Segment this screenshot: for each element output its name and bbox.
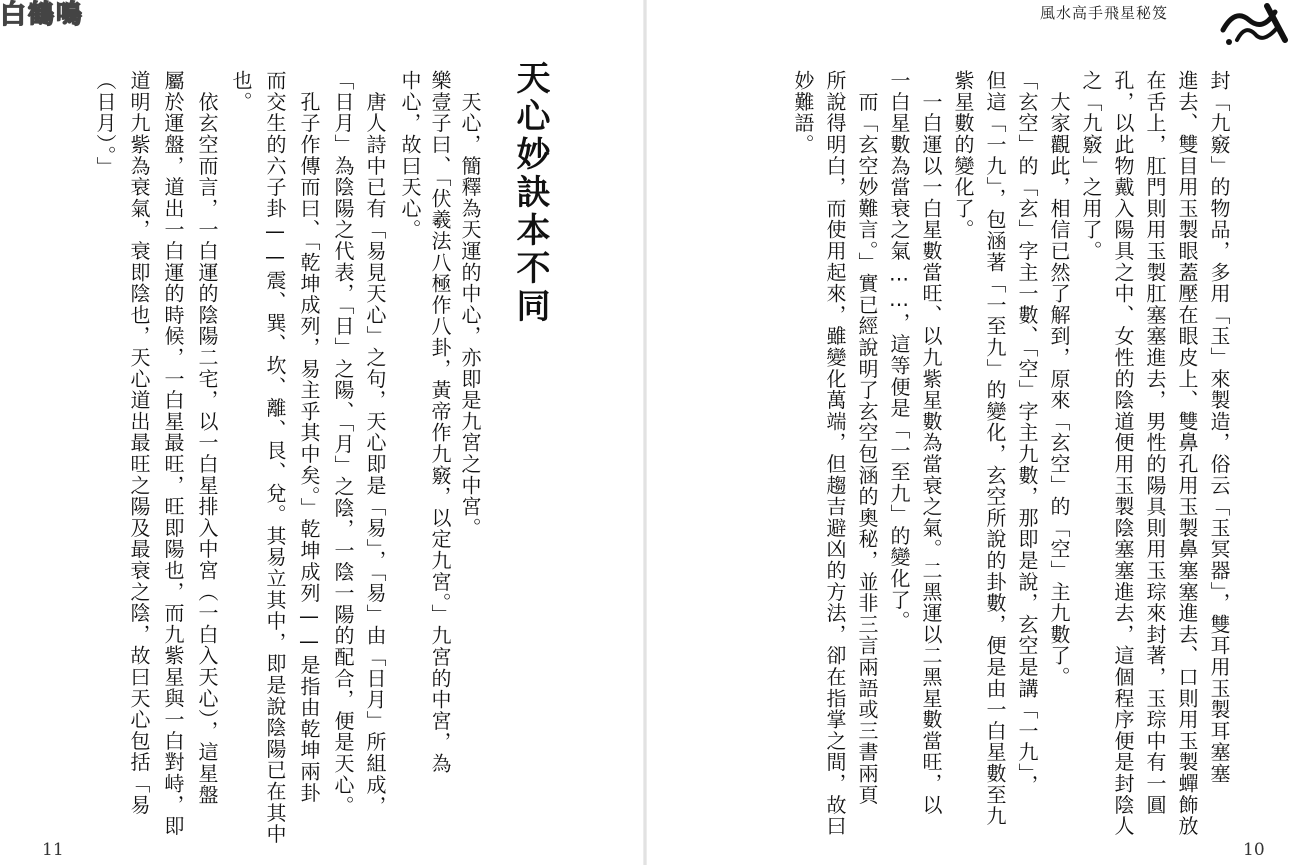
section-heading: 天心妙訣本不同 <box>510 60 550 326</box>
text-column: 唐人詩中已有「易見天心」之句，天心即是「易」，「易」由「日月」所組成， <box>363 70 387 817</box>
text-column: 「日月」為陰陽之代表，「日」之陽、「月」之陰，一陰一陽的配合，便是天心。 <box>331 70 355 817</box>
text-column: 孔，以此物戴入陽具之中、女性的陰道便用玉製陰塞塞進去，這個程序便是封陰人 <box>1111 70 1135 837</box>
text-column: 天心，簡釋為天運的中心，亦即是九宮之中宮。 <box>458 70 482 539</box>
text-column: 也。 <box>229 70 253 113</box>
text-column: 但這「一九」，包涵著「一至九」的變化，玄空所說的卦數，便是由一白星數至九 <box>983 70 1007 827</box>
text-column: 進去、雙目用玉製眼蓋壓在眼皮上、雙鼻孔用玉製鼻塞塞進去、口則用玉製蟬飾放 <box>1175 70 1199 837</box>
text-column: 所說得明白，而使用起來，雖變化萬端，但趨吉避凶的方法，卻在指掌之間，故曰 <box>823 70 847 837</box>
calligraphy-logo <box>1215 0 1290 50</box>
text-column: 一白星數為當衰之氣……，這等便是「一至九」的變化了。 <box>887 70 911 632</box>
left-logo: 白鶴鳴 <box>0 0 85 30</box>
text-column: 封「九竅」的物品，多用「玉」來製造，俗云「玉冥器」，雙耳用玉製耳塞塞 <box>1207 70 1231 785</box>
text-column: 道明九紫為衰氣，衰即陰也，天心道出最旺之陽及最衰之陰，故曰天心包括「易 <box>127 70 151 816</box>
text-column: 樂壹子曰、「伏羲法八極作八卦，黃帝作九竅，以定九宮。」九宮的中宮，為 <box>428 70 452 775</box>
right-page-number: 10 <box>1243 840 1265 860</box>
text-column: 中心，故曰天心。 <box>398 70 422 241</box>
text-column: 孔子作傳而曰、「乾坤成列，易主乎其中矣。」乾坤成列——是指由乾坤兩卦 <box>297 70 321 804</box>
text-column: 紫星數的變化了。 <box>951 70 975 241</box>
text-column: 而交生的六子卦——震、巽、坎、離、艮、兌。其易立其中，即是說陰陽已在其中 <box>263 70 287 845</box>
left-page-number: 11 <box>42 840 64 860</box>
text-column: 而「玄空妙難言。」實已經說明了玄空包涵的奧秘，並非三言兩語或三書兩頁 <box>855 70 879 806</box>
text-column: （日月）。」 <box>93 70 117 178</box>
text-column: 「玄空」的「玄」字主一數、「空」字主九數，那即是說，玄空是講「一九」， <box>1015 70 1039 796</box>
running-header-title: 風水高手飛星秘笈 <box>1040 4 1169 22</box>
text-column: 在舌上，肛門則用玉製肛塞塞進去，男性的陽具則用玉琮來封著，玉琮中有一圓 <box>1143 70 1167 816</box>
text-column: 之「九竅」之用了。 <box>1079 70 1103 262</box>
right-page <box>645 0 1290 865</box>
text-column: 妙難語。 <box>791 70 815 156</box>
text-column: 一白運以一白星數當旺、以九紫星數為當衰之氣。二黑運以二黑星數當旺，以 <box>919 70 943 816</box>
text-column: 依玄空而言，一白運的陰陽二宅，以一白星排入中宮（一白入天心），這星盤 <box>195 70 219 806</box>
text-column: 屬於運盤，道出一白運的時候，一白星最旺，旺即陽也，而九紫星與一白對峙，即 <box>161 70 185 837</box>
text-column: 大家觀此，相信已然了解到，原來「玄空」的「空」主九數了。 <box>1047 70 1071 688</box>
